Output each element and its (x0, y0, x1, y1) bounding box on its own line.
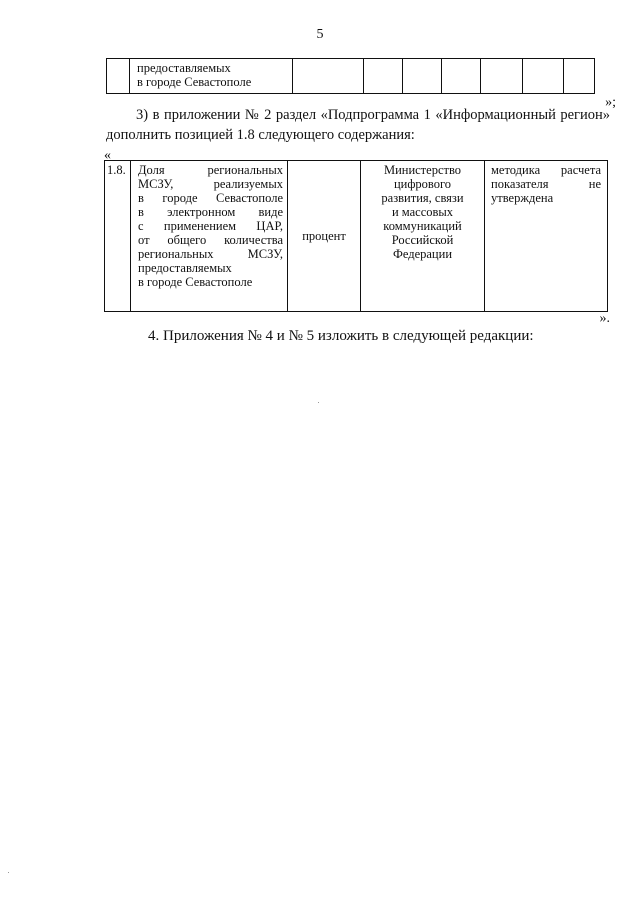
paragraph-3: 3) в приложении № 2 раздел «Подпрограмма 1 «Информационный регион» дополнить позицией 1.8 следующего содержания: (106, 107, 610, 143)
cell-text-line: показателя не (491, 177, 601, 191)
table-row (107, 59, 595, 94)
table-cell (564, 59, 595, 94)
cell-text-line: в городе Севастополе (138, 275, 253, 289)
table-cell-name (130, 59, 293, 94)
cell-text-line: предоставляемых (137, 61, 231, 75)
indicator-name-cell (131, 161, 288, 312)
cell-text-line: Российской (391, 233, 454, 247)
methodology-cell (485, 161, 608, 312)
cell-text-line: от общего количества (138, 233, 283, 247)
position-number: 1.8. (105, 161, 131, 312)
closing-quote: »; (605, 95, 616, 110)
new-position-table (104, 160, 608, 312)
table-cell (107, 59, 130, 94)
table-cell (523, 59, 564, 94)
cell-text-line: в городе Севастополе (137, 75, 252, 89)
cell-text-line: и массовых (391, 205, 454, 219)
cell-text-line: утверждена (491, 191, 554, 205)
table-cell (293, 59, 364, 94)
unit-cell: процент (288, 161, 361, 312)
closing-quote: ». (599, 311, 610, 326)
cell-text-line: в городе Севастополе (138, 191, 283, 205)
table-cell (403, 59, 442, 94)
cell-text-line: в электронном виде (138, 205, 283, 219)
cell-text-line: Министерство (383, 163, 462, 177)
ministry-cell (361, 161, 485, 312)
table-cell (442, 59, 481, 94)
cell-text-line: с применением ЦАР, (138, 219, 283, 233)
cell-text-line: цифрового (393, 177, 452, 191)
paragraph-4: 4. Приложения № 4 и № 5 изложить в следующей редакции: (148, 328, 534, 344)
cell-text-line: Федерации (392, 247, 453, 261)
cell-text-line: предоставляемых (138, 261, 232, 275)
cell-text-line: МСЗУ, реализуемых (138, 177, 283, 191)
cell-text-line: региональных МСЗУ, (138, 247, 283, 261)
table-row (105, 161, 608, 312)
cell-text-line: Доля региональных (138, 163, 283, 177)
cell-text-line: развития, связи (381, 191, 464, 205)
scan-speck (8, 872, 9, 873)
table-cell (481, 59, 523, 94)
continuation-table (106, 58, 595, 94)
cell-text-line: коммуникаций (383, 219, 462, 233)
opening-quote: « (104, 148, 111, 163)
scan-speck (318, 402, 319, 403)
page-number: 5 (316, 27, 324, 42)
cell-text-line: методика расчета (491, 163, 601, 177)
table-cell (364, 59, 403, 94)
